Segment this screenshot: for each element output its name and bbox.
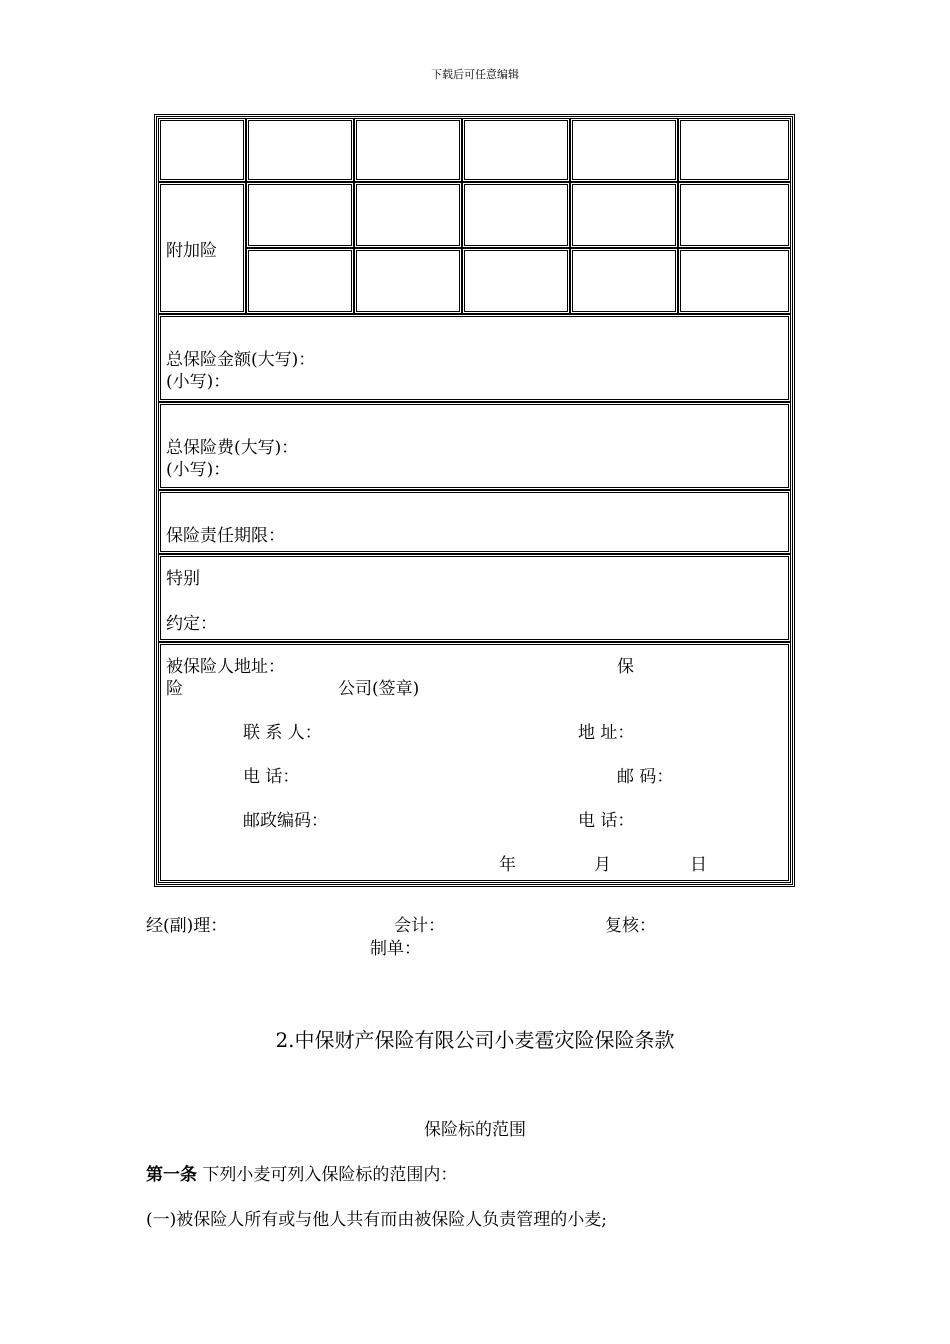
accountant-signature-label: 会计： — [394, 916, 445, 936]
insurer-company-label: 公司(签章) — [338, 679, 420, 699]
section-subhead: 保险标的范围 — [424, 1120, 526, 1140]
article-text: 下列小麦可列入保险标的范围内： — [197, 1165, 458, 1185]
table-cell — [462, 248, 570, 314]
insurer-label-bao: 保 — [617, 657, 634, 677]
table-cell — [678, 248, 791, 314]
reviewer-signature-label: 复核： — [605, 916, 656, 936]
table-cell — [678, 182, 791, 248]
table-cell — [354, 182, 462, 248]
zip-code-label: 邮政编码： — [243, 811, 328, 831]
date-month-label: 月 — [594, 855, 611, 875]
postcode-label: 邮 码： — [617, 767, 674, 787]
preparer-signature-label: 制单： — [370, 939, 421, 959]
special-terms-row — [158, 554, 791, 642]
sum-insured-upper-label: 总保险金额(大写)： — [166, 350, 316, 370]
insurer-label-xian: 险 — [166, 679, 183, 699]
table-cell — [462, 182, 570, 248]
insurer-address-label: 地 址： — [578, 723, 635, 743]
article-item-1: (一)被保险人所有或与他人共有而由被保险人负责管理的小麦; — [146, 1210, 607, 1230]
manager-signature-label: 经(副)理： — [146, 916, 228, 936]
premium-lower-label: (小写)： — [166, 460, 231, 480]
sum-insured-lower-label: (小写)： — [166, 372, 231, 392]
table-cell — [570, 182, 678, 248]
date-day-label: 日 — [690, 855, 707, 875]
table-cell — [570, 118, 678, 182]
special-terms-label-2: 约定： — [166, 614, 217, 634]
table-cell — [354, 118, 462, 182]
table-cell — [246, 118, 354, 182]
section-title: 2.中保财产保险有限公司小麦雹灾险保险条款 — [275, 1028, 675, 1052]
table-cell — [246, 248, 354, 314]
page-header: 下载后可任意编辑 — [431, 68, 519, 81]
period-label: 保险责任期限： — [166, 526, 285, 546]
contact-person-label: 联 系 人： — [243, 723, 322, 743]
article-label: 第一条 — [146, 1165, 197, 1185]
premium-upper-label: 总保险费(大写)： — [166, 438, 299, 458]
rider-label: 附加险 — [166, 241, 217, 261]
phone-label-left: 电 话： — [243, 767, 300, 787]
special-terms-label-1: 特别 — [166, 569, 200, 589]
insured-address-label: 被保险人地址： — [166, 657, 285, 677]
table-cell — [570, 248, 678, 314]
table-cell — [678, 118, 791, 182]
article-one — [146, 1160, 457, 1185]
table-cell — [462, 118, 570, 182]
contact-row — [158, 642, 791, 883]
table-cell — [246, 182, 354, 248]
table-cell — [354, 248, 462, 314]
phone-label-right: 电 话： — [578, 811, 635, 831]
date-year-label: 年 — [499, 855, 516, 875]
table-cell — [158, 118, 246, 182]
